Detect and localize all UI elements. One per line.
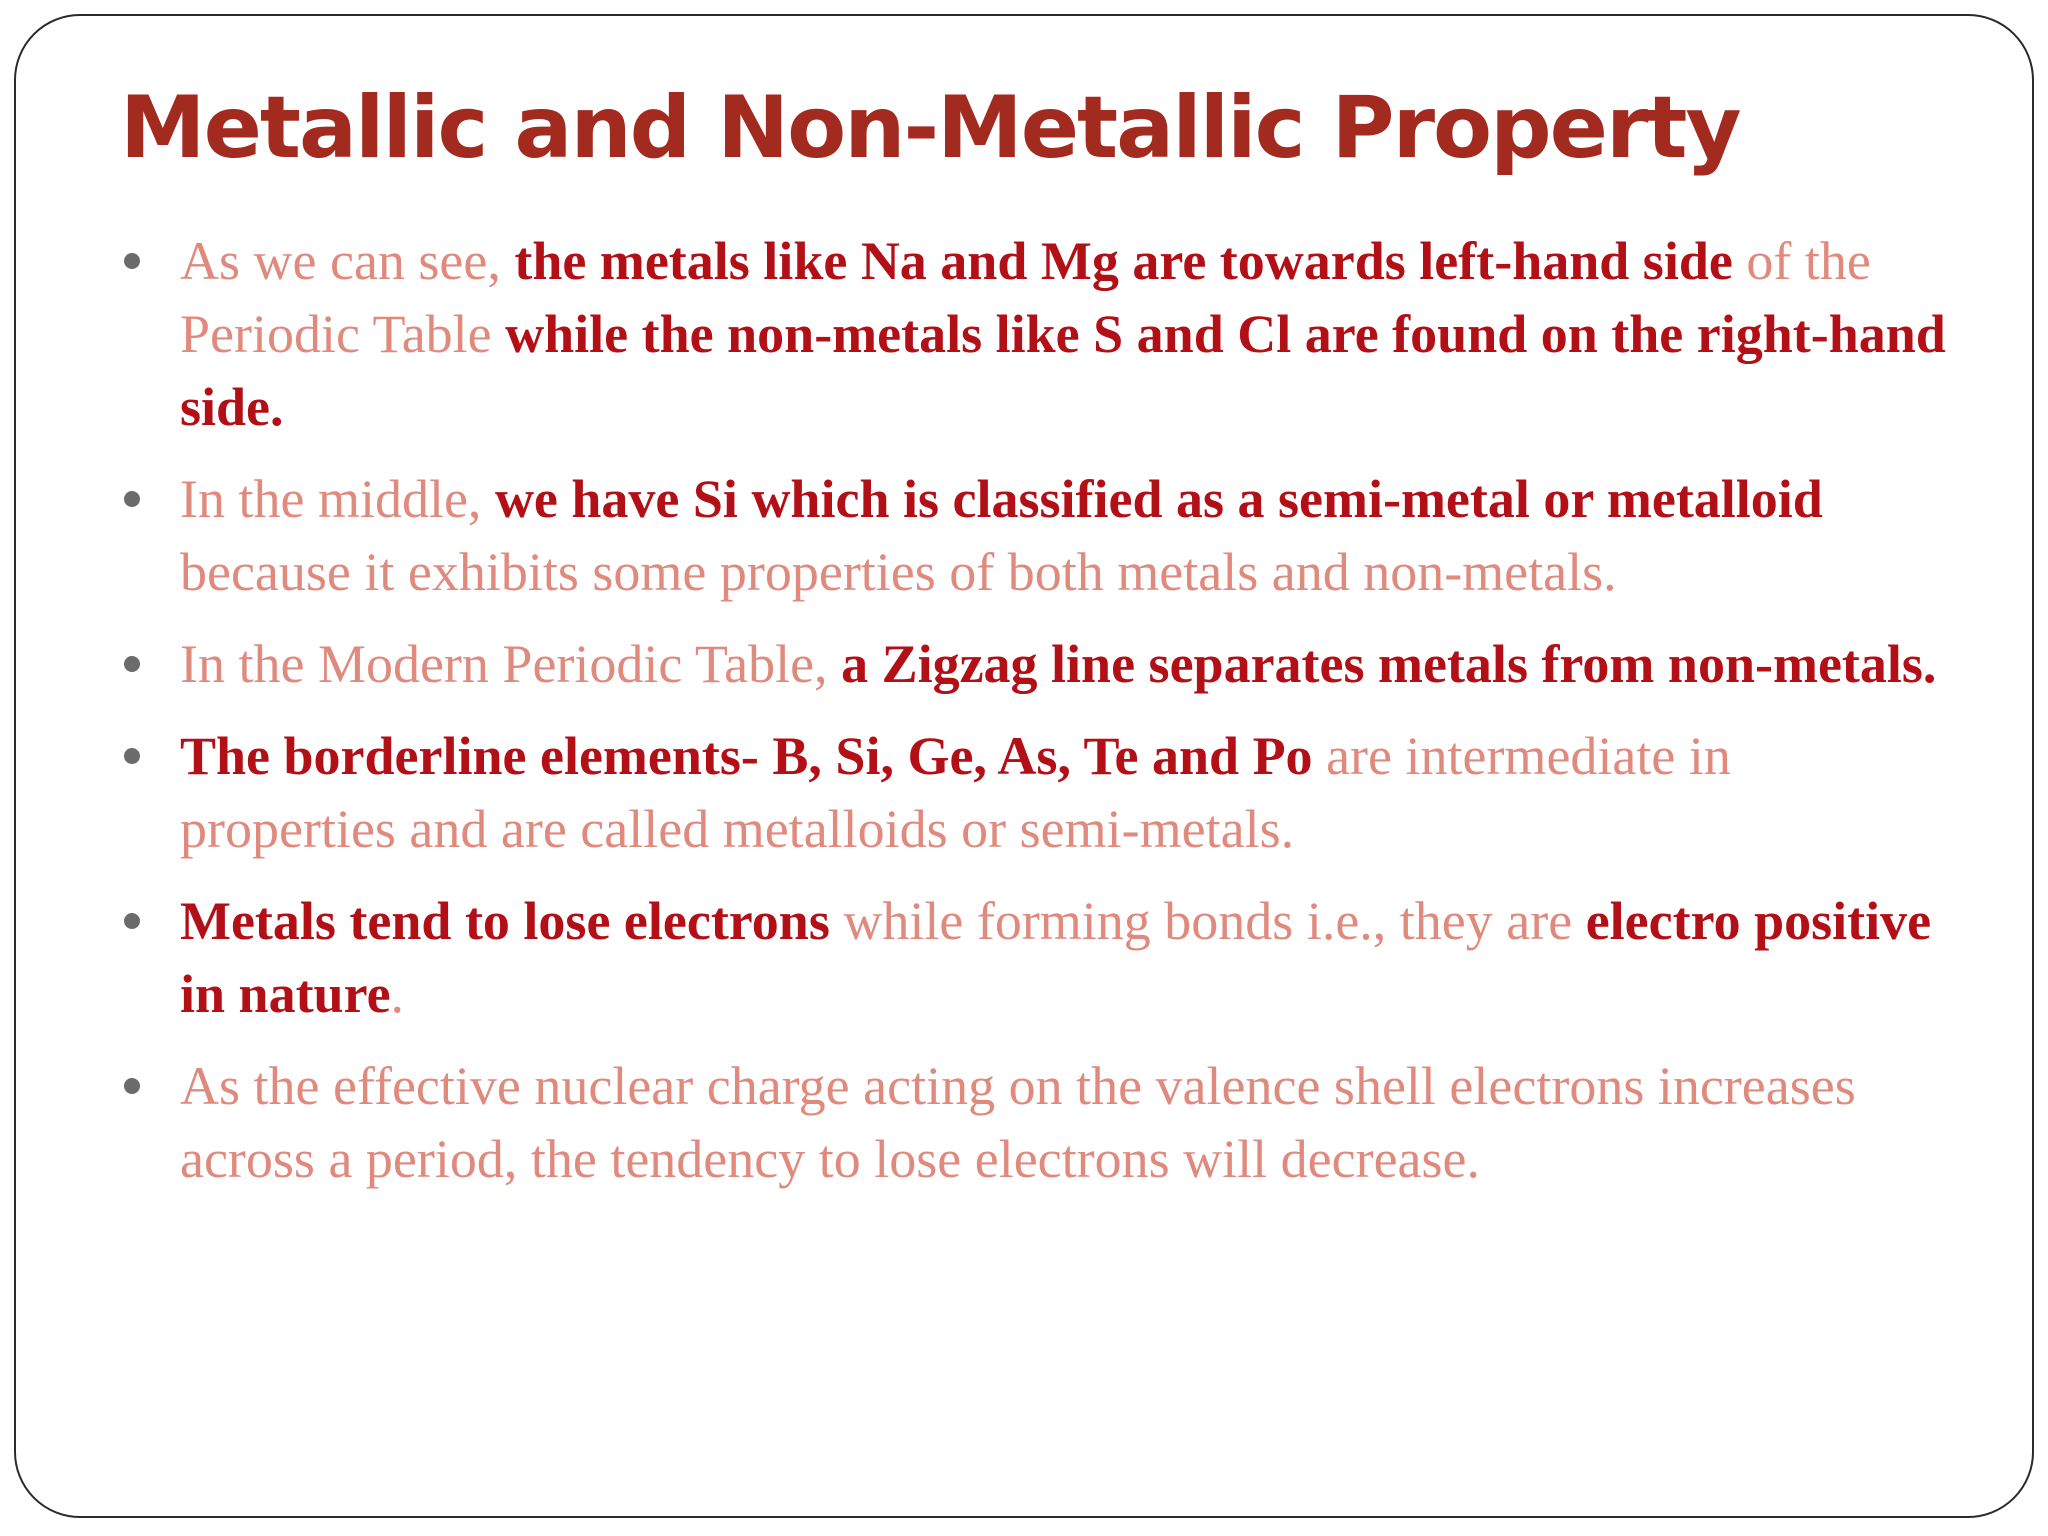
text-segment: Metals tend to lose electrons — [180, 891, 830, 951]
text-segment: a Zigzag line separates metals from non-metals. — [841, 634, 1937, 694]
bullet-text — [180, 463, 1950, 609]
bullet-text — [180, 225, 1950, 444]
bullet-item — [120, 463, 1950, 609]
text-segment: while the non-metals like S and Cl are found on the right-hand side. — [180, 304, 1946, 437]
bullet-list — [120, 225, 1950, 1215]
bullet-dot-icon — [124, 748, 140, 764]
text-segment: . — [390, 964, 405, 1024]
bullet-dot-icon — [124, 913, 140, 929]
bullet-text — [180, 720, 1950, 866]
bullet-item — [120, 628, 1950, 701]
text-segment: In the Modern Periodic Table, — [180, 634, 842, 694]
text-segment: As we can see, — [180, 231, 515, 291]
text-segment: while forming bonds i.e., they are — [829, 891, 1586, 951]
text-segment: electro positive in nature — [180, 891, 1932, 1024]
bullet-dot-icon — [124, 253, 140, 269]
bullet-dot-icon — [124, 1078, 140, 1094]
text-segment: because it exhibits some properties of both metals and non-metals. — [180, 542, 1617, 602]
text-segment: In the middle, — [180, 469, 495, 529]
bullet-dot-icon — [124, 656, 140, 672]
bullet-dot-icon — [124, 491, 140, 507]
text-segment: As the effective nuclear charge acting on the valence shell electrons increases across a period, the tendency to lose electrons will decrease. — [180, 1056, 1856, 1189]
bullet-text — [180, 628, 1950, 701]
bullet-text — [180, 1050, 1950, 1196]
bullet-item — [120, 720, 1950, 866]
text-segment: The borderline elements- B, Si, Ge, As, Te and Po — [180, 726, 1313, 786]
bullet-item — [120, 1050, 1950, 1196]
bullet-text — [180, 885, 1950, 1031]
bullet-item — [120, 885, 1950, 1031]
text-segment: we have Si which is classified as a semi-metal or metalloid — [494, 469, 1823, 529]
bullet-item — [120, 225, 1950, 444]
text-segment: are intermediate in properties and are called metalloids or semi-metals. — [180, 726, 1731, 859]
text-segment: of the Periodic Table — [180, 231, 1871, 364]
slide-title: Metallic and Non-Metallic Property — [120, 78, 1740, 178]
text-segment: the metals like Na and Mg are towards left-hand side — [514, 231, 1733, 291]
